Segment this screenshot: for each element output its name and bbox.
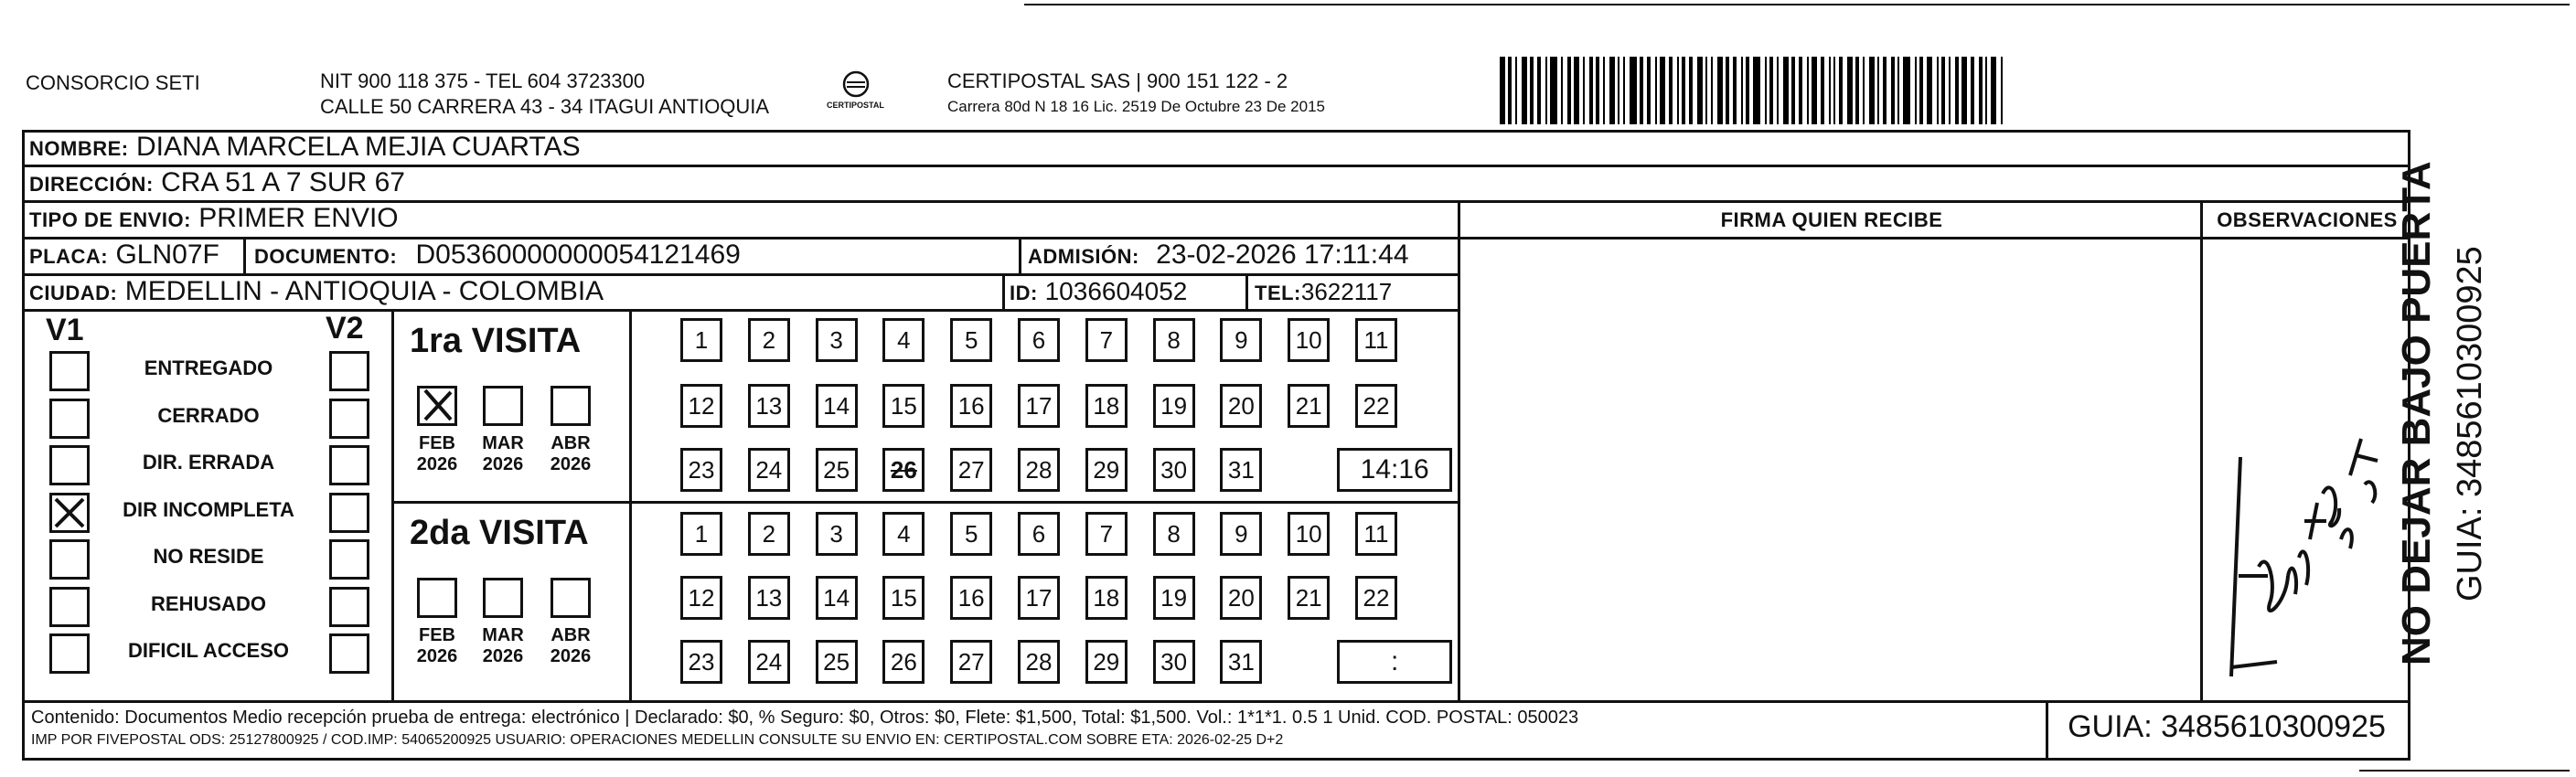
day-box[interactable]: 21 [1288, 384, 1330, 428]
day-box[interactable]: 27 [950, 640, 992, 684]
month-label: ABR 2026 [550, 433, 592, 474]
barcode-bar [1919, 57, 1923, 124]
barcode-bar [1783, 57, 1789, 124]
barcode-bar [1799, 57, 1802, 124]
top-rule [1024, 4, 2570, 5]
tel-row [1255, 276, 1392, 309]
barcode-bar [1682, 57, 1685, 124]
barcode-bar [1991, 57, 1996, 124]
barcode-bar [1971, 57, 1974, 124]
barcode-bar [1915, 57, 1917, 124]
day-box[interactable]: 4 [882, 318, 925, 362]
company-name: CONSORCIO SETI [26, 71, 200, 94]
barcode-bar [1937, 57, 1939, 124]
footer-imp-line: IMP POR FIVEPOSTAL ODS: 25127800925 / COD.IMP: 54065200925 USUARIO: OPERACIONES MEDELLIN CONSULTE SU ENVIO EN: CERTIPOSTAL.COM SOBRE ETA: 2026-02-25 D+2 [31, 732, 1284, 748]
visit-sep-line [391, 501, 1459, 504]
day-box[interactable]: 16 [950, 576, 992, 620]
license-line: Carrera 80d N 18 16 Lic. 2519 De Octubre 23 De 2015 [947, 98, 1325, 115]
col-month-sep [629, 309, 632, 700]
barcode-bar [1855, 57, 1859, 124]
day-box[interactable]: 10 [1288, 318, 1330, 362]
barcode-bar [1891, 57, 1895, 124]
barcode-bar [1609, 57, 1615, 124]
day-box[interactable]: 25 [816, 640, 858, 684]
day-box[interactable]: 7 [1085, 512, 1128, 556]
status-option-label: DIR. ERRADA [142, 451, 275, 474]
day-box[interactable]: 2 [748, 512, 790, 556]
first-visit-time[interactable]: 14:16 [1337, 448, 1452, 492]
admission-row [1028, 239, 1409, 272]
tel-label: TEL: [1255, 282, 1301, 304]
barcode-bar [1630, 57, 1637, 124]
day-box[interactable]: 24 [748, 640, 790, 684]
nit-line: NIT 900 118 375 - TEL 604 3723300 [320, 69, 646, 92]
barcode-bar [1618, 57, 1619, 124]
col-observ-left [2200, 200, 2203, 701]
barcode-bar [1883, 57, 1887, 124]
day-box[interactable]: 7 [1085, 318, 1128, 362]
day-box[interactable]: 9 [1220, 318, 1262, 362]
day-box[interactable]: 8 [1153, 318, 1195, 362]
send-type-label: TIPO DE ENVIO: [29, 208, 191, 231]
v2-label: V2 [326, 311, 364, 346]
barcode-bar [1877, 57, 1879, 124]
v2-checkbox[interactable] [329, 493, 369, 533]
barcode-bar [1941, 57, 1945, 124]
barcode-bar [1567, 57, 1571, 124]
barcode-bar [1669, 57, 1673, 124]
day-box[interactable]: 13 [748, 384, 790, 428]
barcode-bar [1500, 57, 1505, 124]
day-box[interactable]: 20 [1220, 384, 1262, 428]
footer-content-line: Contenido: Documentos Medio recepción prueba de entrega: electrónico | Declarado: $0, % Seguro: $0, Otros: $0, Flete: $1,500, Total: $1,500. Vol.: 1*1*1. 0.5 1 Unid. COD. POSTAL: 050023 [31, 708, 1579, 728]
day-box[interactable]: 20 [1220, 576, 1262, 620]
day-box[interactable]: 14 [816, 576, 858, 620]
day-box[interactable]: 15 [882, 384, 925, 428]
name-row [29, 132, 581, 165]
barcode-bar [1869, 57, 1875, 124]
day-box[interactable]: 26 [882, 448, 925, 492]
v1-checkbox[interactable] [49, 633, 90, 674]
signature-header: FIRMA QUIEN RECIBE [1720, 208, 1943, 231]
day-box[interactable]: 3 [816, 512, 858, 556]
barcode-bar [1522, 57, 1527, 124]
status-option-label: ENTREGADO [144, 357, 273, 379]
day-box[interactable]: 1 [680, 512, 722, 556]
barcode-bar [1903, 57, 1910, 124]
barcode-bar [1955, 57, 1959, 124]
month-label: FEB 2026 [416, 433, 458, 474]
barcode-bar [1711, 57, 1713, 124]
id-label: ID: [1010, 282, 1038, 304]
day-box[interactable]: 9 [1220, 512, 1262, 556]
v1-checkbox[interactable] [49, 399, 90, 439]
barcode-bar [1839, 57, 1843, 124]
barcode-bar [1985, 57, 1987, 124]
col-plate-sep [243, 237, 246, 273]
barcode-bar [1574, 57, 1579, 124]
barcode-bar [1979, 57, 1983, 124]
day-box[interactable]: 28 [1018, 448, 1060, 492]
barcode-bar [1655, 57, 1657, 124]
city-row [29, 276, 604, 309]
v1-label: V1 [46, 313, 84, 347]
barcode-bar [1537, 57, 1541, 124]
v2-checkbox[interactable] [329, 445, 369, 485]
day-box[interactable]: 22 [1355, 384, 1397, 428]
recipient-name: DIANA MARCELA MEJIA CUARTAS [135, 132, 581, 162]
v2-checkbox[interactable] [329, 539, 369, 580]
barcode-bar [1550, 57, 1557, 124]
footer-guia: GUIA: 3485610300925 [2068, 709, 2386, 744]
v1-checkbox[interactable] [49, 351, 90, 391]
plate-value: GLN07F [115, 239, 219, 270]
observation-handwriting [2204, 347, 2387, 695]
barcode-bar [1753, 57, 1760, 124]
day-box[interactable]: 17 [1018, 576, 1060, 620]
day-box[interactable]: 15 [882, 576, 925, 620]
v1-checkbox[interactable] [49, 587, 90, 627]
month-checkbox[interactable] [483, 578, 523, 618]
barcode-bar [1812, 57, 1817, 124]
day-box[interactable]: 23 [680, 448, 722, 492]
barcode-bar [1927, 57, 1932, 124]
document-label: DOCUMENTO: [254, 245, 398, 268]
month-label: ABR 2026 [550, 625, 592, 666]
day-box[interactable]: 19 [1153, 384, 1195, 428]
address-row [29, 167, 405, 200]
day-box[interactable]: 31 [1220, 448, 1262, 492]
barcode-bar [1677, 57, 1679, 124]
admission-value: 23-02-2026 17:11:44 [1156, 239, 1409, 270]
month-label: MAR 2026 [482, 433, 524, 474]
v2-checkbox[interactable] [329, 633, 369, 674]
barcode-bar [2001, 57, 2003, 124]
city-value: MEDELLIN - ANTIOQUIA - COLOMBIA [124, 276, 604, 306]
barcode-bar [1726, 57, 1729, 124]
day-box[interactable]: 29 [1085, 640, 1128, 684]
day-box[interactable]: 14 [816, 384, 858, 428]
id-value: 1036604052 [1044, 277, 1188, 305]
day-box[interactable]: 18 [1085, 384, 1128, 428]
barcode-bar [1741, 57, 1743, 124]
col-id-sep [1002, 273, 1005, 310]
day-box[interactable]: 5 [950, 318, 992, 362]
guia-vertical: GUIA: 3485610300925 [2451, 246, 2489, 601]
day-box[interactable]: 11 [1355, 318, 1397, 362]
day-box[interactable]: 6 [1018, 318, 1060, 362]
v2-checkbox[interactable] [329, 351, 369, 391]
barcode-bar [1777, 57, 1779, 124]
day-box[interactable]: 5 [950, 512, 992, 556]
logo-text: CERTIPOSTAL [827, 101, 884, 110]
status-option-label: DIR INCOMPLETA [123, 497, 294, 521]
no-dejar-bajo-puerta: NO DEJAR BAJO PUERTA [2394, 161, 2439, 665]
v1-checkbox[interactable] [49, 493, 90, 533]
col-signature-left [1458, 200, 1460, 701]
row-line-5 [22, 309, 1459, 312]
document-row [254, 239, 741, 272]
address-label: DIRECCIÓN: [29, 173, 154, 196]
day-box[interactable]: 8 [1153, 512, 1195, 556]
barcode-bar [1847, 57, 1853, 124]
day-box[interactable]: 30 [1153, 640, 1195, 684]
month-checkbox[interactable] [483, 386, 523, 426]
month-checkbox[interactable] [550, 578, 591, 618]
day-box[interactable]: 4 [882, 512, 925, 556]
plate-label: PLACA: [29, 245, 109, 268]
status-option-label: REHUSADO [151, 591, 266, 615]
barcode-bar [1949, 57, 1951, 124]
day-box[interactable]: 28 [1018, 640, 1060, 684]
barcode-bar [1530, 57, 1534, 124]
second-visit-time[interactable]: : [1337, 640, 1452, 684]
v1-checkbox[interactable] [49, 539, 90, 580]
barcode-bar [1583, 57, 1585, 124]
barcode-bar [1821, 57, 1824, 124]
barcode-bar [1833, 57, 1835, 124]
id-row [1010, 276, 1187, 309]
name-label: NOMBRE: [29, 137, 129, 160]
day-box[interactable]: 13 [748, 576, 790, 620]
month-checkbox[interactable] [417, 386, 457, 426]
month-label: MAR 2026 [482, 625, 524, 666]
day-box[interactable]: 29 [1085, 448, 1128, 492]
first-visit-title: 1ra VISITA [410, 322, 582, 360]
month-checkbox[interactable] [550, 386, 591, 426]
barcode-bar [1561, 57, 1563, 124]
barcode-bar [1863, 57, 1865, 124]
day-box[interactable]: 24 [748, 448, 790, 492]
recipient-address: CRA 51 A 7 SUR 67 [161, 167, 405, 197]
month-label: FEB 2026 [416, 625, 458, 666]
barcode-bar [1705, 57, 1707, 124]
day-box[interactable]: 21 [1288, 576, 1330, 620]
document-value: D05360000000054121469 [415, 239, 741, 270]
tel-value: 3622117 [1300, 278, 1393, 305]
v2-checkbox[interactable] [329, 399, 369, 439]
barcode-bar [1791, 57, 1795, 124]
barcode-bar [1545, 57, 1547, 124]
admission-label: ADMISIÓN: [1028, 245, 1139, 268]
day-box[interactable]: 23 [680, 640, 722, 684]
barcode-bar [1765, 57, 1767, 124]
barcode-bar [1746, 57, 1749, 124]
barcode-bar [1733, 57, 1737, 124]
day-box[interactable]: 27 [950, 448, 992, 492]
day-box[interactable]: 30 [1153, 448, 1195, 492]
status-option-label: NO RESIDE [153, 545, 264, 568]
day-box[interactable]: 22 [1355, 576, 1397, 620]
status-option-label: CERRADO [157, 403, 260, 427]
certipostal-logo [827, 66, 885, 121]
day-box[interactable]: 25 [816, 448, 858, 492]
v1-checkbox[interactable] [49, 445, 90, 485]
bottom-rule [2359, 770, 2570, 772]
barcode-bar [1829, 57, 1831, 124]
day-box[interactable]: 26 [882, 640, 925, 684]
barcode-bar [1623, 57, 1625, 124]
barcode-bar [1717, 57, 1723, 124]
day-box[interactable]: 11 [1355, 512, 1397, 556]
status-option-label: DIFICIL ACCESO [127, 639, 289, 662]
barcode-bar [1961, 57, 1967, 124]
carrier-line: CERTIPOSTAL SAS | 900 151 122 - 2 [947, 69, 1288, 92]
barcode-bar [1660, 57, 1665, 124]
day-box[interactable]: 31 [1220, 640, 1262, 684]
col-status-sep [391, 309, 394, 700]
barcode-bar [1596, 57, 1599, 124]
barcode-bar [1689, 57, 1693, 124]
day-box[interactable]: 3 [816, 318, 858, 362]
day-box[interactable]: 16 [950, 384, 992, 428]
barcode-bar [1515, 57, 1517, 124]
day-box[interactable]: 18 [1085, 576, 1128, 620]
day-box[interactable]: 19 [1153, 576, 1195, 620]
day-box[interactable]: 1 [680, 318, 722, 362]
send-type-value: PRIMER ENVIO [198, 203, 399, 233]
barcode-bar [1589, 57, 1593, 124]
barcode-bar [1769, 57, 1773, 124]
barcode-bar [1508, 57, 1512, 124]
plate-row [29, 239, 219, 272]
day-box[interactable]: 2 [748, 318, 790, 362]
barcode-bar [1897, 57, 1899, 124]
barcode [1500, 57, 2204, 124]
address-line: CALLE 50 CARRERA 43 - 34 ITAGUI ANTIOQUIA [320, 95, 770, 118]
barcode-bar [1647, 57, 1651, 124]
day-box[interactable]: 6 [1018, 512, 1060, 556]
col-tel-sep [1245, 273, 1248, 310]
send-type-row [29, 203, 399, 236]
col-admission-sep [1019, 237, 1021, 273]
barcode-bar [1807, 57, 1809, 124]
barcode-bar [1640, 57, 1643, 124]
observations-header: OBSERVACIONES [2217, 208, 2398, 231]
second-visit-title: 2da VISITA [410, 514, 589, 552]
barcode-bar [1603, 57, 1605, 124]
day-box[interactable]: 17 [1018, 384, 1060, 428]
month-checkbox[interactable] [417, 578, 457, 618]
v2-checkbox[interactable] [329, 587, 369, 627]
day-box[interactable]: 12 [680, 576, 722, 620]
day-box[interactable]: 10 [1288, 512, 1330, 556]
city-label: CIUDAD: [29, 282, 118, 304]
barcode-bar [1697, 57, 1703, 124]
day-box[interactable]: 12 [680, 384, 722, 428]
